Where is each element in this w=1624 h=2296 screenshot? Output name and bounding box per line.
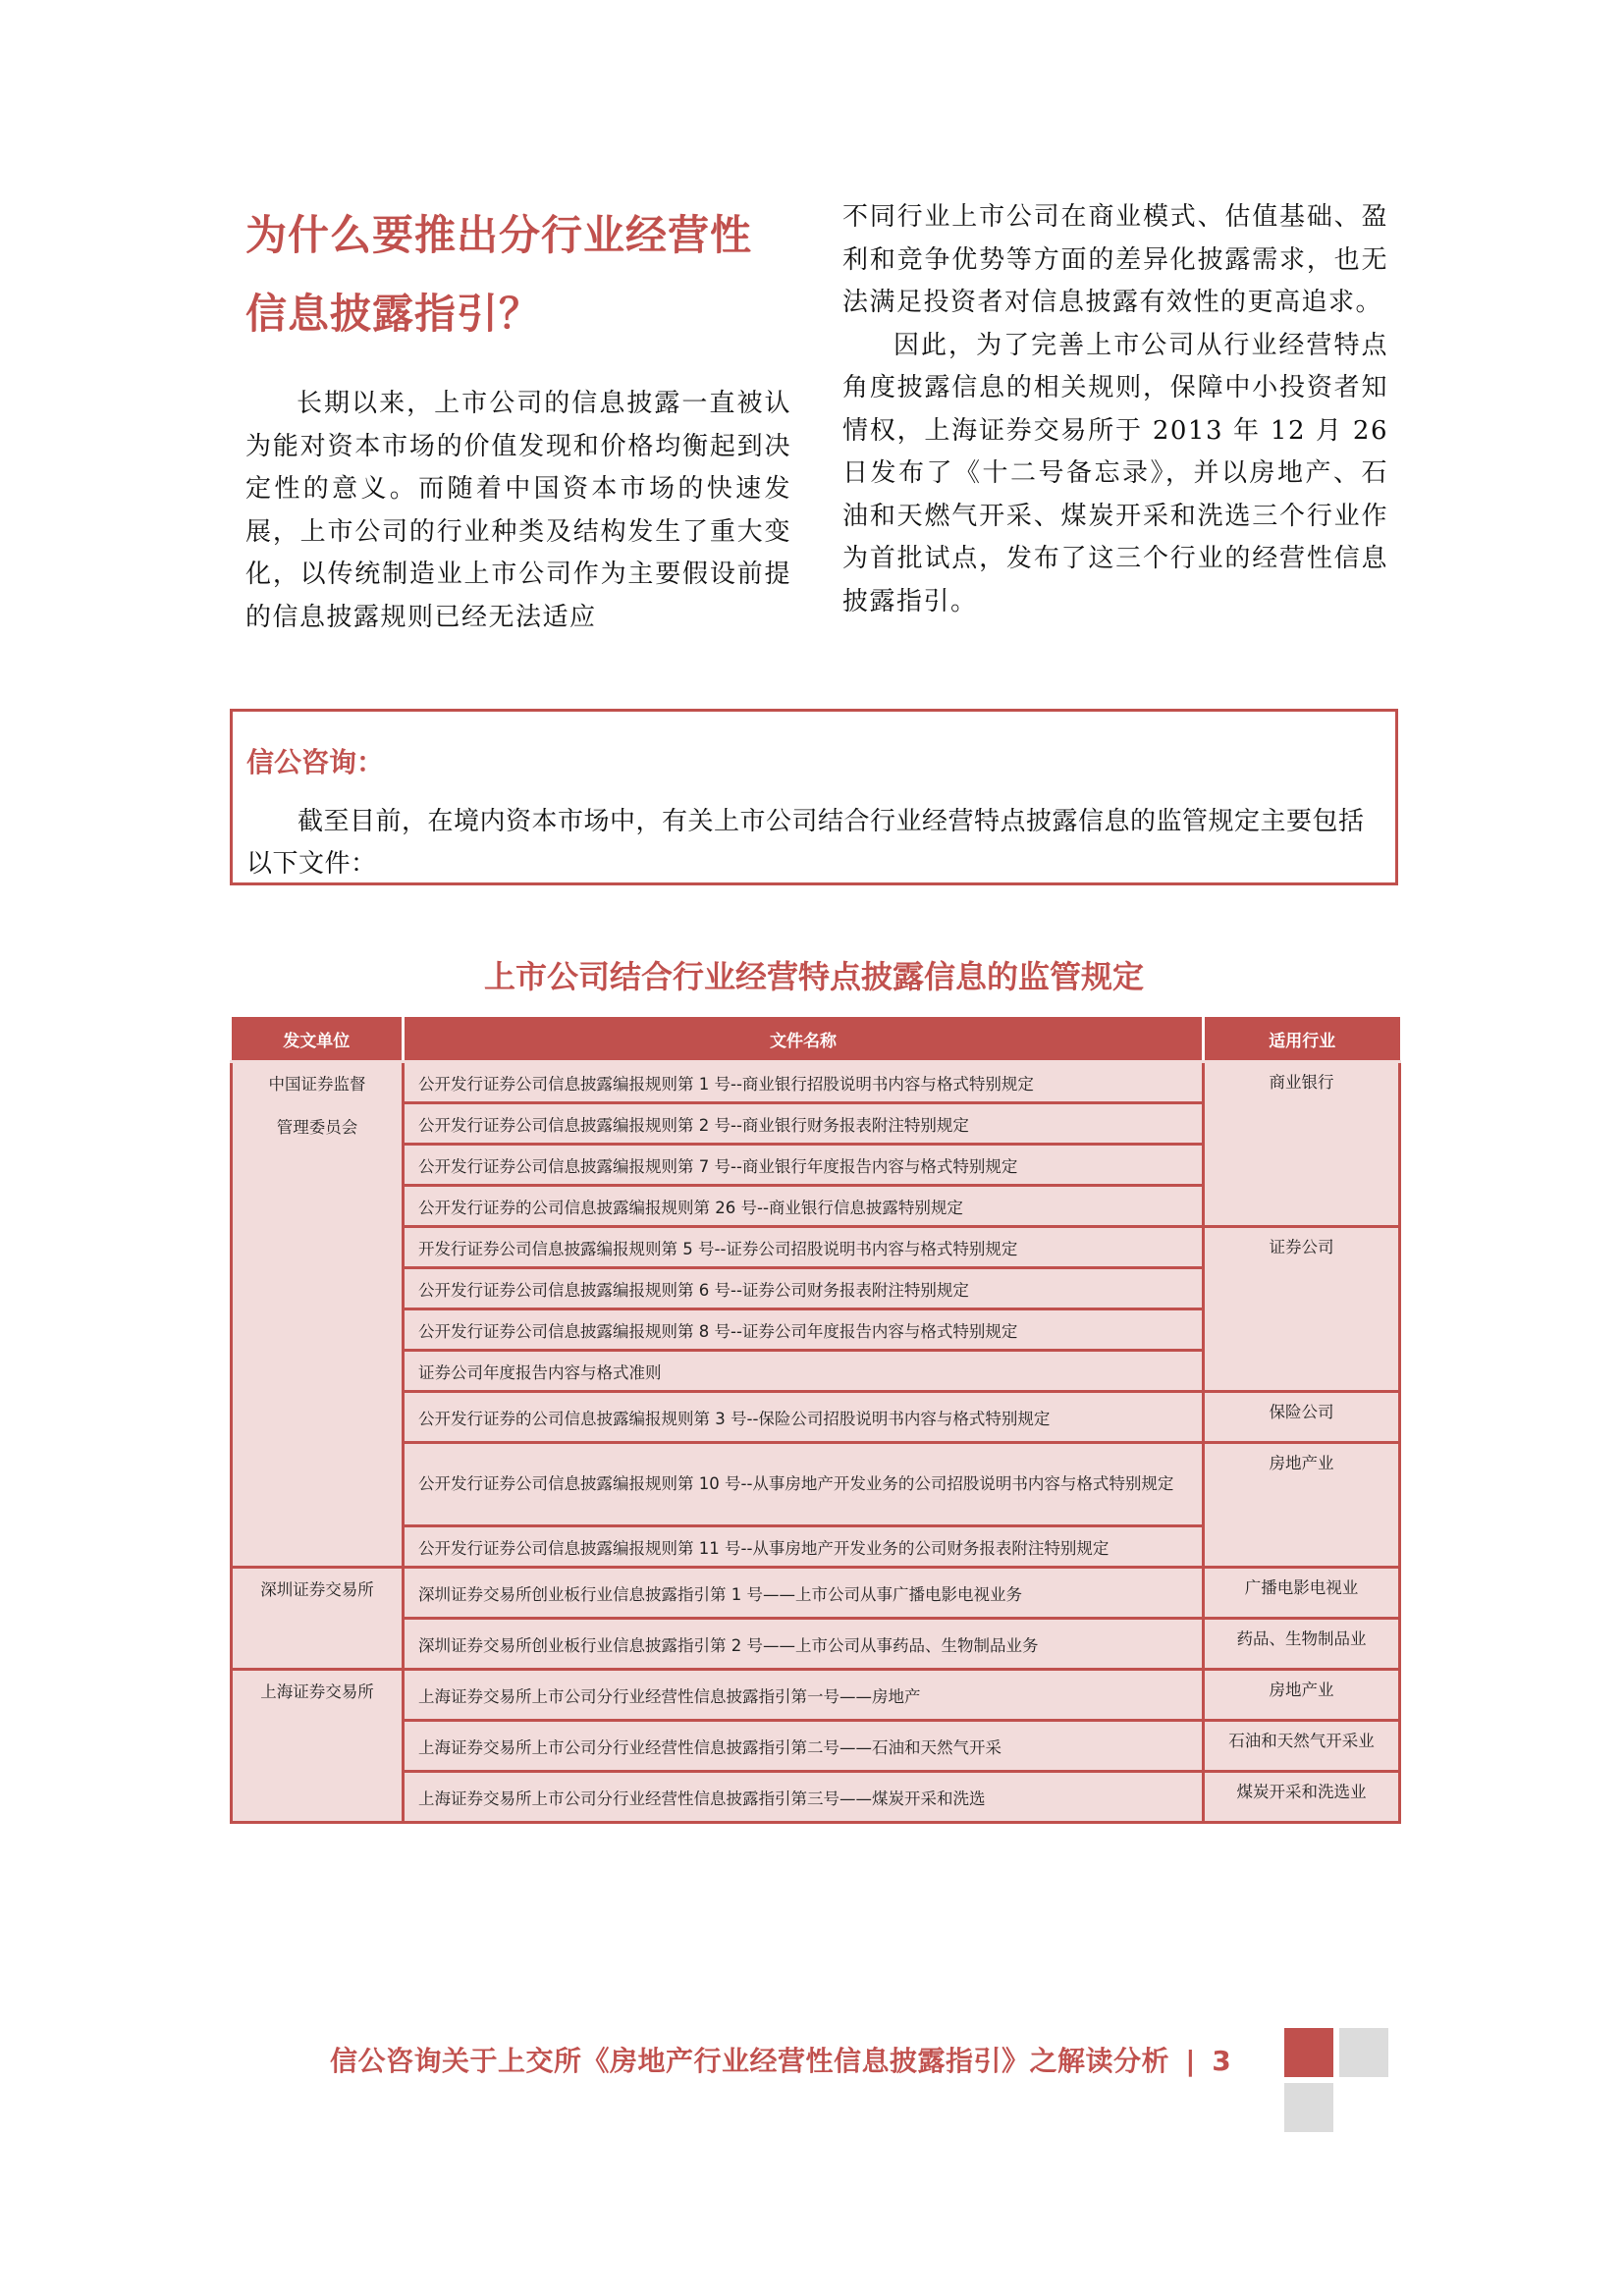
document-name: 公开发行证券公司信息披露编报规则第 8 号--证券公司年度报告内容与格式特别规定 xyxy=(404,1309,1204,1351)
industry-coal: 煤炭开采和洗选业 xyxy=(1204,1772,1400,1823)
footer-separator: | xyxy=(1185,2045,1196,2077)
industry-broadcast: 广播电影电视业 xyxy=(1204,1568,1400,1619)
document-name: 证券公司年度报告内容与格式准则 xyxy=(404,1351,1204,1392)
issuer-csrc-line1: 中国证券监督 xyxy=(268,1075,366,1094)
header-issuer: 发文单位 xyxy=(232,1017,404,1062)
table-header-row xyxy=(232,1017,1400,1062)
footer-title: 信公咨询关于上交所《房地产行业经营性信息披露指引》之解读分析 xyxy=(330,2045,1170,2077)
document-name: 公开发行证券公司信息披露编报规则第 11 号--从事房地产开发业务的公司财务报表附注特别规定 xyxy=(404,1526,1204,1568)
document-name: 公开发行证券公司信息披露编报规则第 7 号--商业银行年度报告内容与格式特别规定 xyxy=(404,1145,1204,1186)
document-name: 公开发行证券公司信息披露编报规则第 1 号--商业银行招股说明书内容与格式特别规定 xyxy=(404,1062,1204,1103)
industry-real-estate: 房地产业 xyxy=(1204,1443,1400,1568)
document-name: 公开发行证券公司信息披露编报规则第 10 号--从事房地产开发业务的公司招股说明书内容与格式特别规定 xyxy=(404,1443,1204,1526)
document-name: 公开发行证券公司信息披露编报规则第 6 号--证券公司财务报表附注特别规定 xyxy=(404,1268,1204,1309)
table-row xyxy=(232,1568,1400,1619)
section-heading xyxy=(245,196,791,353)
industry-oil-gas: 石油和天然气开采业 xyxy=(1204,1721,1400,1772)
header-document: 文件名称 xyxy=(404,1017,1204,1062)
table-row xyxy=(232,1721,1400,1772)
table-row xyxy=(232,1062,1400,1103)
industry-pharma: 药品、生物制品业 xyxy=(1204,1619,1400,1670)
intro-paragraph: 长期以来，上市公司的信息披露一直被认为能对资本市场的价值发现和价格均衡起到决定性的意义。而随着中国资本市场的快速发展，上市公司的行业种类及结构发生了重大变化，以传统制造业上市公司作为主要假设前提的信息披露规则已经无法适应 xyxy=(245,389,791,632)
header-industry: 适用行业 xyxy=(1204,1017,1400,1062)
document-name: 公开发行证券的公司信息披露编报规则第 3 号--保险公司招股说明书内容与格式特别规定 xyxy=(404,1392,1204,1443)
issuer-csrc xyxy=(232,1062,404,1568)
document-name: 上海证券交易所上市公司分行业经营性信息披露指引第一号——房地产 xyxy=(404,1670,1204,1721)
regulations-table xyxy=(230,1017,1401,1824)
callout-title: 信公咨询： xyxy=(246,746,385,778)
issuer-csrc-line2: 管理委员会 xyxy=(276,1118,358,1137)
section-heading-line2: 信息披露指引？ xyxy=(245,290,542,338)
table-row xyxy=(232,1619,1400,1670)
decor-square-gray-bottom xyxy=(1284,2083,1333,2132)
callout-text: 截至目前，在境内资本市场中，有关上市公司结合行业经营特点披露信息的监管规定主要包括以下文件： xyxy=(246,807,1365,879)
table-title: 上市公司结合行业经营特点披露信息的监管规定 xyxy=(483,958,1144,995)
document-name: 上海证券交易所上市公司分行业经营性信息披露指引第三号——煤炭开采和洗选 xyxy=(404,1772,1204,1823)
table-row xyxy=(232,1392,1400,1443)
document-name: 深圳证券交易所创业板行业信息披露指引第 2 号——上市公司从事药品、生物制品业务 xyxy=(404,1619,1204,1670)
right-column xyxy=(842,196,1388,623)
industry-bank: 商业银行 xyxy=(1204,1062,1400,1227)
consulting-callout-box xyxy=(230,709,1398,885)
page-footer xyxy=(330,2040,1231,2079)
left-column xyxy=(245,196,791,639)
industry-securities: 证券公司 xyxy=(1204,1227,1400,1392)
continuation-paragraph: 不同行业上市公司在商业模式、估值基础、盈利和竞争优势等方面的差异化披露需求，也无法满足投资者对信息披露有效性的更高追求。 xyxy=(842,202,1388,317)
document-name: 公开发行证券的公司信息披露编报规则第 26 号--商业银行信息披露特别规定 xyxy=(404,1186,1204,1227)
table-row xyxy=(232,1227,1400,1268)
table-row xyxy=(232,1772,1400,1823)
decor-square-gray-right xyxy=(1339,2028,1388,2077)
table-row xyxy=(232,1670,1400,1721)
page-number: 3 xyxy=(1212,2045,1232,2077)
table-row xyxy=(232,1443,1400,1526)
issuer-sse: 上海证券交易所 xyxy=(232,1670,404,1823)
document-name: 公开发行证券公司信息披露编报规则第 2 号--商业银行财务报表附注特别规定 xyxy=(404,1103,1204,1145)
decor-square-red xyxy=(1284,2028,1333,2077)
issuer-szse: 深圳证券交易所 xyxy=(232,1568,404,1670)
document-name: 上海证券交易所上市公司分行业经营性信息披露指引第二号——石油和天然气开采 xyxy=(404,1721,1204,1772)
industry-real-estate-sse: 房地产业 xyxy=(1204,1670,1400,1721)
document-name: 开发行证券公司信息披露编报规则第 5 号--证券公司招股说明书内容与格式特别规定 xyxy=(404,1227,1204,1268)
section-heading-line1: 为什么要推出分行业经营性 xyxy=(245,211,753,259)
document-name: 深圳证券交易所创业板行业信息披露指引第 1 号——上市公司从事广播电影电视业务 xyxy=(404,1568,1204,1619)
industry-insurance: 保险公司 xyxy=(1204,1392,1400,1443)
sse-background-paragraph: 因此，为了完善上市公司从行业经营特点角度披露信息的相关规则，保障中小投资者知情权，上海证券交易所于 2013 年 12 月 26 日发布了《十二号备忘录》，并以房地产、石油和天燃气开采、煤炭开采和洗选三个行业作为首批试点，发布了这三个行业的经营性信息披露指引。 xyxy=(842,330,1388,616)
